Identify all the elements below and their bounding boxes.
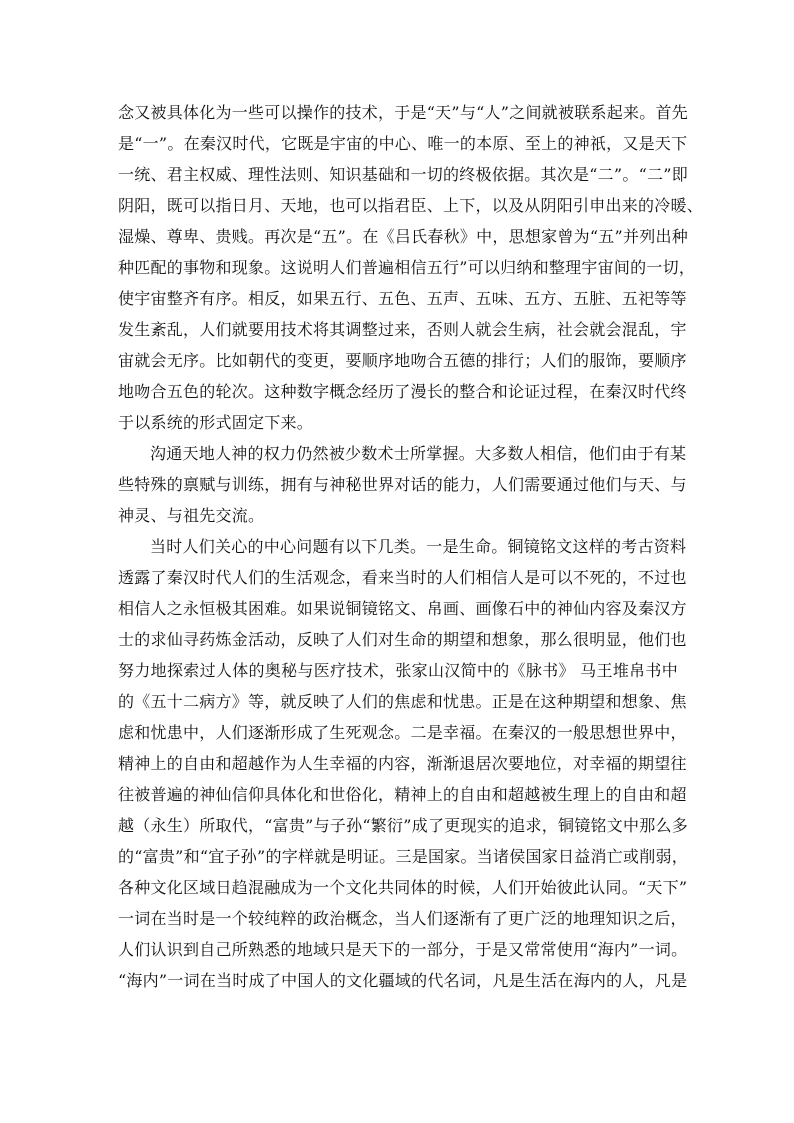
text-line: 越（永生）所取代，“富贵”与子孙“繁衍”成了更现实的追求，铜镜铭文中那么多 (118, 816, 688, 835)
text-line: 念又被具体化为一些可以操作的技术，于是“天”与“人”之间就被联系起来。首先 (118, 103, 688, 122)
paragraph-3 (118, 531, 688, 996)
text-line: 一词在当时是一个较纯粹的政治概念，当人们逐渐有了更广泛的地理知识之后， (118, 909, 687, 928)
text-line: 的《五十二病方》等，就反映了人们的焦虑和忧患。正是在这种期望和想象、焦 (118, 692, 687, 711)
text-line: 虑和忧患中，人们逐渐形成了生死观念。二是幸福。在秦汉的一般思想世界中， (118, 723, 687, 742)
text-line: 往被普遍的神仙信仰具体化和世俗化，精神上的自由和超越被生理上的自由和超 (118, 785, 687, 804)
text-line: 宙就会无序。比如朝代的变更，要顺序地吻合五德的排行；人们的服饰，要顺序 (118, 351, 687, 370)
text-line: 相信人之永恒极其困难。如果说铜镜铭文、帛画、画像石中的神仙内容及秦汉方 (118, 599, 687, 618)
text-line: 人们认识到自己所熟悉的地域只是天下的一部分，于是又常常使用“海内”一词。 (118, 940, 688, 959)
text-line: 沟通天地人神的权力仍然被少数术士所掌握。大多数人相信，他们由于有某 (150, 444, 687, 463)
text-line: 各种文化区域日趋混融成为一个文化共同体的时候，人们开始彼此认同。“天下” (118, 878, 688, 897)
text-line: 些特殊的禀赋与训练，拥有与神秘世界对话的能力，人们需要通过他们与天、与 (118, 475, 687, 494)
text-line: 阴阳，既可以指日月、天地，也可以指君臣、上下，以及从阴阳引申出来的冷暖、 (118, 196, 704, 215)
text-line: 一统、君主权威、理性法则、知识基础和一切的终极依据。其次是“二”。“二”即 (118, 165, 688, 184)
paragraph-2 (118, 438, 687, 531)
text-line: 发生紊乱，人们就要用技术将其调整过来，否则人就会生病，社会就会混乱，宇 (118, 320, 687, 339)
text-line: 是“一”。在秦汉时代，它既是宇宙的中心、唯一的本原、至上的神祇，又是天下 (118, 134, 688, 153)
text-line: 种匹配的事物和现象。这说明人们普遍相信五行”可以归纳和整理宇宙间的一切， (118, 258, 696, 277)
text-line: 努力地探索过人体的奥秘与医疗技术，张家山汉简中的《脉书》 马王堆帛书中 (118, 661, 678, 680)
text-line: 地吻合五色的轮次。这种数字概念经历了漫长的整合和论证过程，在秦汉时代终 (118, 382, 687, 401)
text-line: 的“富贵”和“宜子孙”的字样就是明证。三是国家。当诸侯国家日益消亡或削弱， (118, 847, 688, 866)
text-line: 透露了秦汉时代人们的生活观念，看来当时的人们相信人是可以不死的，不过也 (118, 568, 687, 587)
text-line: 使宇宙整齐有序。相反，如果五行、五色、五声、五味、五方、五脏、五祀等等 (118, 289, 687, 308)
text-line: 士的求仙寻药炼金活动，反映了人们对生命的期望和想象，那么很明显，他们也 (118, 630, 687, 649)
text-line: 精神上的自由和超越作为人生幸福的内容，渐渐退居次要地位，对幸福的期望往 (118, 754, 687, 773)
text-line: 神灵、与祖先交流。 (118, 506, 265, 525)
text-line: 当时人们关心的中心问题有以下几类。一是生命。铜镜铭文这样的考古资料 (150, 537, 687, 556)
document-page (118, 97, 704, 996)
paragraph-1 (118, 97, 704, 438)
text-line: “海内”一词在当时成了中国人的文化疆域的代名词，凡是生活在海内的人，凡是 (118, 971, 688, 990)
text-line: 湿燥、尊卑、贵贱。再次是“五”。在《吕氏春秋》中，思想家曾为“五”并列出种 (118, 227, 688, 246)
text-line: 于以系统的形式固定下来。 (118, 413, 314, 432)
